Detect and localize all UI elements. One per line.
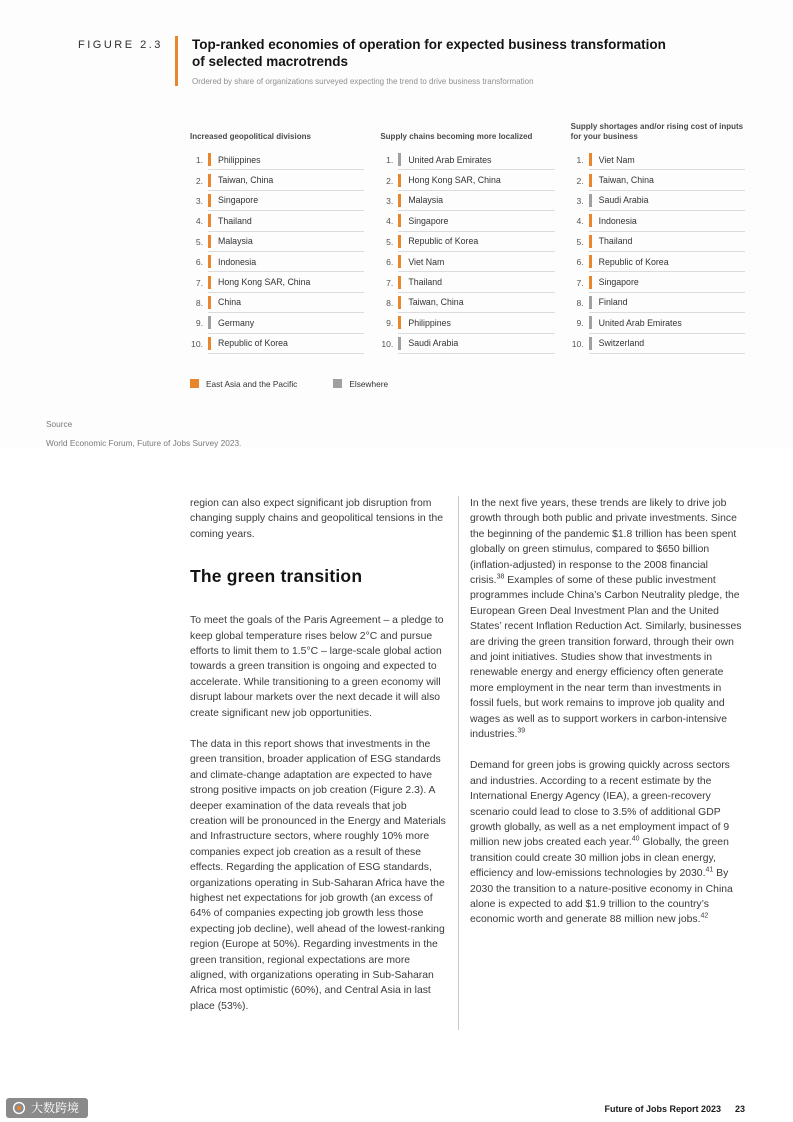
rank-content xyxy=(398,313,554,333)
region-tick xyxy=(208,316,211,329)
source-block xyxy=(46,419,793,448)
rank-number: 5. xyxy=(195,236,203,247)
column-header: Increased geopolitical divisions xyxy=(190,132,311,141)
source-text: World Economic Forum, Future of Jobs Survey 2023. xyxy=(46,437,242,448)
rank-row xyxy=(190,272,364,292)
rank-number: 7. xyxy=(195,277,203,288)
figure-title-block xyxy=(175,36,672,86)
rank-row xyxy=(190,334,364,354)
rank-content xyxy=(398,191,554,211)
region-tick xyxy=(208,296,211,309)
rank-row xyxy=(571,150,745,170)
rank-row xyxy=(571,191,745,211)
economy-name: Republic of Korea xyxy=(408,236,479,247)
region-tick xyxy=(398,214,401,227)
rank-row xyxy=(380,313,554,333)
page-footer xyxy=(604,1104,745,1114)
rank-row xyxy=(380,150,554,170)
economy-name: Viet Nam xyxy=(408,256,445,267)
watermark xyxy=(6,1098,88,1118)
region-tick xyxy=(398,276,401,289)
report-title: Future of Jobs Report 2023 xyxy=(604,1104,721,1114)
economy-name: Germany xyxy=(218,317,255,328)
economy-name: Taiwan, China xyxy=(408,297,464,308)
rank-number: 8. xyxy=(195,297,203,308)
watermark-logo-icon xyxy=(12,1101,26,1115)
rank-row xyxy=(571,170,745,190)
economy-name: Saudi Arabia xyxy=(598,195,649,206)
rank-row xyxy=(190,170,364,190)
rank-content xyxy=(589,293,745,313)
rank-content xyxy=(208,191,364,211)
rank-number: 10. xyxy=(381,338,394,349)
region-tick xyxy=(589,337,592,350)
rank-row xyxy=(190,191,364,211)
rank-number: 10. xyxy=(191,338,203,349)
rank-row xyxy=(380,211,554,231)
economy-name: Viet Nam xyxy=(598,154,635,165)
column-header: Supply chains becoming more localized xyxy=(380,132,533,141)
economy-name: Indonesia xyxy=(218,256,257,267)
rank-row xyxy=(380,272,554,292)
rank-content xyxy=(208,334,364,354)
rank-row xyxy=(380,191,554,211)
rank-content xyxy=(208,170,364,190)
region-tick xyxy=(208,276,211,289)
rank-number: 1. xyxy=(195,155,203,166)
rank-number: 6. xyxy=(386,257,394,268)
rank-row xyxy=(571,313,745,333)
paragraph: In the next five years, these trends are likely to drive job growth through both public and private investments. Since the beginning of the pandemic $1.8 trillion has been spent globally on green stimulus, compared to $650 billion (inflation-adjusted) in response to the 2008 financial crisis.$^{38}$ Examples of some of these public investment programmes include China’s Carbon Neutrality pledge, the European Green Deal Investment Plan and the United States’ recent Inflation Reduction Act. Similarly, businesses are driving the green transition forward, through their own and joint initiatives. Studies show that investments in renewable energy and energy efficiency often generate more employment in the near term than investments in fossil fuels, but work remains to improve job quality and wages as well as to support workers in carbon-intensive industries.$^{39}$ xyxy=(470,497,742,740)
ranked-lists xyxy=(190,112,745,354)
rank-content xyxy=(398,272,554,292)
ranked-column xyxy=(571,112,745,354)
economy-name: Thailand xyxy=(218,215,252,226)
rank-number: 9. xyxy=(386,318,394,329)
rank-row xyxy=(571,252,745,272)
rank-number: 2. xyxy=(386,175,394,186)
rank-number: 3. xyxy=(576,195,584,206)
rank-content xyxy=(398,170,554,190)
rank-number: 3. xyxy=(195,195,203,206)
economy-name: Thailand xyxy=(598,236,633,247)
figure-label: FIGURE 2.3 xyxy=(78,39,163,51)
legend xyxy=(190,379,793,389)
legend-swatch xyxy=(190,379,199,388)
rank-number: 3. xyxy=(386,195,394,206)
paragraph: region can also expect significant job disruption from changing supply chains and geopolitical tensions in the coming years. xyxy=(190,497,444,540)
rank-row xyxy=(190,211,364,231)
body-column-right xyxy=(459,496,745,1030)
column-header: Supply shortages and/or rising cost of inputs for your business xyxy=(570,122,744,141)
economy-name: Singapore xyxy=(408,215,449,226)
rank-row xyxy=(571,293,745,313)
rank-content xyxy=(208,252,364,272)
region-tick xyxy=(589,194,592,207)
left-paragraphs xyxy=(190,613,446,1014)
region-tick xyxy=(208,194,211,207)
rank-row xyxy=(571,211,745,231)
economy-name: Thailand xyxy=(408,277,443,288)
figure-header xyxy=(78,36,793,86)
rank-content xyxy=(589,272,745,292)
economy-name: United Arab Emirates xyxy=(598,317,682,328)
economy-name: Republic of Korea xyxy=(218,338,288,349)
rank-number: 9. xyxy=(576,318,584,329)
region-tick xyxy=(208,153,211,166)
region-tick xyxy=(398,255,401,268)
economy-name: Taiwan, China xyxy=(218,175,274,186)
economy-name: Singapore xyxy=(598,277,639,288)
region-tick xyxy=(208,255,211,268)
rank-content xyxy=(398,252,554,272)
rank-row xyxy=(380,170,554,190)
rank-number: 8. xyxy=(576,297,584,308)
economy-name: Saudi Arabia xyxy=(408,338,459,349)
region-tick xyxy=(398,174,401,187)
rank-content xyxy=(208,293,364,313)
rank-row xyxy=(571,334,745,354)
economy-name: Hong Kong SAR, China xyxy=(218,277,311,288)
region-tick xyxy=(589,276,592,289)
rank-row xyxy=(190,313,364,333)
rank-number: 7. xyxy=(386,277,394,288)
right-paragraphs xyxy=(470,496,745,928)
economy-name: Malaysia xyxy=(218,236,253,247)
rank-row xyxy=(571,232,745,252)
region-tick xyxy=(589,214,592,227)
rank-row xyxy=(190,150,364,170)
rank-content xyxy=(589,150,745,170)
rank-row xyxy=(190,293,364,313)
ranked-column xyxy=(190,112,364,354)
region-tick xyxy=(589,153,592,166)
rank-number: 5. xyxy=(386,236,394,247)
region-tick xyxy=(589,255,592,268)
economy-name: Hong Kong SAR, China xyxy=(408,175,501,186)
rank-content xyxy=(589,211,745,231)
economy-name: Singapore xyxy=(218,195,259,206)
rank-row xyxy=(571,272,745,292)
economy-name: Taiwan, China xyxy=(598,175,654,186)
rank-number: 7. xyxy=(576,277,584,288)
rank-content xyxy=(208,313,364,333)
legend-item xyxy=(190,379,297,389)
rank-content xyxy=(208,232,364,252)
rank-content xyxy=(589,170,745,190)
rank-row xyxy=(380,232,554,252)
figure-section xyxy=(0,0,793,448)
rank-number: 4. xyxy=(386,216,394,227)
figure-title: Top-ranked economies of operation for expected business transformation of selected macrotrends xyxy=(192,37,666,69)
economy-name: China xyxy=(218,297,241,308)
rank-number: 8. xyxy=(386,297,394,308)
region-tick xyxy=(398,337,401,350)
economy-name: Malaysia xyxy=(408,195,444,206)
legend-label: Elsewhere xyxy=(349,378,389,389)
rank-row xyxy=(380,252,554,272)
rank-content xyxy=(398,232,554,252)
rank-row xyxy=(380,334,554,354)
rank-content xyxy=(208,211,364,231)
page-number: 23 xyxy=(734,1104,745,1114)
economy-name: United Arab Emirates xyxy=(408,154,492,165)
rank-content xyxy=(589,232,745,252)
figure-subtitle: Ordered by share of organizations surveyed expecting the trend to drive business transformation xyxy=(192,77,534,86)
region-tick xyxy=(208,174,211,187)
legend-label: East Asia and the Pacific xyxy=(206,378,298,389)
rank-row xyxy=(190,252,364,272)
rank-content xyxy=(589,252,745,272)
rank-content xyxy=(398,150,554,170)
rank-number: 1. xyxy=(576,155,584,166)
ranked-column xyxy=(380,112,554,354)
economy-name: Switzerland xyxy=(598,338,645,349)
economy-name: Finland xyxy=(598,297,628,308)
rank-number: 6. xyxy=(576,257,584,268)
legend-item xyxy=(333,379,388,389)
rank-number: 4. xyxy=(576,216,584,227)
region-tick xyxy=(398,296,401,309)
rank-content xyxy=(398,334,554,354)
rank-content xyxy=(589,313,745,333)
paragraph: The data in this report shows that investments in the green transition, broader application of ESG standards and climate-change adaptation are expected to have strong positive impacts on job creation (Figure 2.3). A deeper examination of the data reveals that job creation will be pronounced in the Energy and Materials and Infrastructure sectors, where roughly 10% more companies expect job creation as a result of these effects. Regarding the application of ESG standards, organizations operating in Sub-Saharan Africa have the highest net expectations for job growth (an excess of 64% of companies expecting job growth less those expecting job decline), well ahead of the lowest-ranking region (Europe at 50%). Regarding investments in the green transition, regional expectations are more aligned, with organizations operating in Sub-Saharan Africa most optimistic (60%), and Central Asia in last place (53%). xyxy=(190,738,446,1012)
paragraph: Demand for green jobs is growing quickly across sectors and industries. According to a recent estimate by the International Energy Agency (IEA), a green-recovery scenario could lead to close to 3.5% of additional GDP growth globally, as well as a net employment impact of 9 million new jobs created each year.$^{40}$ Globally, the green transition could create 30 million jobs in clean energy, efficiency and low-emissions technologies by 2030.41 By 2030 the transition to a nature-positive economy in China alone is expected to add $1.9 trillion to the country’s economic worth and generate 88 million new jobs.$^{42}$ xyxy=(470,760,733,926)
rank-number: 4. xyxy=(195,216,203,227)
body-column-left xyxy=(190,496,458,1030)
rank-content xyxy=(398,293,554,313)
region-tick xyxy=(398,194,401,207)
region-tick xyxy=(208,337,211,350)
watermark-text: 大数跨境 xyxy=(31,1101,80,1115)
rank-content xyxy=(589,334,745,354)
region-tick xyxy=(398,235,401,248)
economy-name: Indonesia xyxy=(598,215,637,226)
rank-content xyxy=(208,150,364,170)
region-tick xyxy=(208,214,211,227)
rank-number: 6. xyxy=(195,257,203,268)
region-tick xyxy=(589,235,592,248)
rank-content xyxy=(398,211,554,231)
economy-name: Philippines xyxy=(408,317,451,328)
rank-content xyxy=(589,191,745,211)
region-tick xyxy=(589,316,592,329)
region-tick xyxy=(398,316,401,329)
rank-content xyxy=(208,272,364,292)
region-tick xyxy=(208,235,211,248)
body-section xyxy=(190,496,745,1030)
region-tick xyxy=(589,174,592,187)
rank-number: 1. xyxy=(386,155,394,166)
rank-number: 5. xyxy=(576,236,584,247)
rank-number: 2. xyxy=(195,175,203,186)
rank-row xyxy=(190,232,364,252)
economy-name: Republic of Korea xyxy=(598,256,669,267)
section-heading: The green transition xyxy=(190,566,363,587)
paragraph: To meet the goals of the Paris Agreement – a pledge to keep global temperature rises below 2°C and pursue efforts to limit them to 1.5°C – large-scale global action towards a green transition is ongoing and expected to accelerate. While transitioning to a green economy will disrupt labour markets over the next decade it will also create significant new job opportunities. xyxy=(190,615,444,719)
rank-number: 2. xyxy=(576,175,584,186)
rank-number: 10. xyxy=(571,338,584,349)
source-label: Source xyxy=(46,418,73,429)
economy-name: Philippines xyxy=(218,154,261,165)
region-tick xyxy=(589,296,592,309)
region-tick xyxy=(398,153,401,166)
rank-row xyxy=(380,293,554,313)
legend-swatch xyxy=(333,379,342,388)
rank-number: 9. xyxy=(195,318,203,329)
